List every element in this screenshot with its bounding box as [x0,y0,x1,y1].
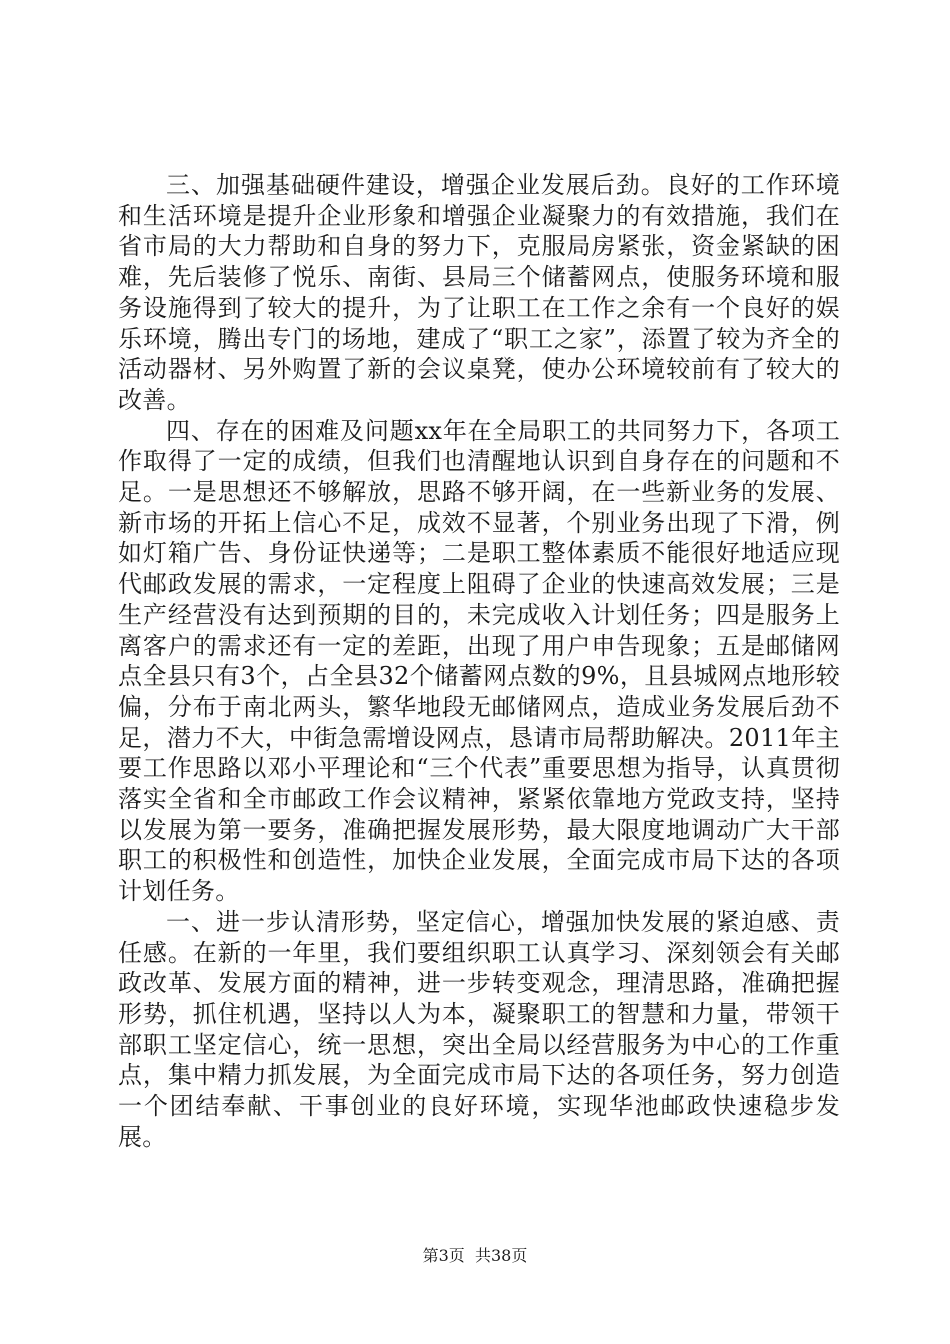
page-number: 第3页 [422,1246,465,1265]
paragraph-problems: 四、存在的困难及问题xx年在全局职工的共同努力下，各项工作取得了一定的成绩，但我们也清醒地认识到自身存在的问题和不足。一是思想还不够解放，思路不够开阔，在一些新业务的发展、新市场的开拓上信心不足，成效不显著，个别业务出现了下滑，例如灯箱广告、身份证快递等；二是职工整体素质不能很好地适应现代邮政发展的需求，一定程度上阻碍了企业的快速高效发展；三是生产经营没有达到预期的目的，未完成收入计划任务；四是服务上离客户的需求还有一定的差距，出现了用户申告现象；五是邮储网点全县只有3个，占全县32个储蓄网点数的9%，且县城网点地形较偏，分布于南北两头，繁华地段无邮储网点，造成业务发展后劲不足，潜力不大，中街急需增设网点，恳请市局帮助解决。2011年主要工作思路以邓小平理论和“三个代表”重要思想为指导，认真贯彻落实全省和全市邮政工作会议精神，紧紧依靠地方党政支持，坚持以发展为第一要务，准确把握发展形势，最大限度地调动广大干部职工的积极性和创造性，加快企业发展，全面完成市局下达的各项计划任务。 [118,416,840,906]
document-body [118,170,840,1153]
page-footer [0,1243,950,1266]
page-total: 共38页 [474,1246,528,1265]
paragraph-infrastructure: 三、加强基础硬件建设，增强企业发展后劲。良好的工作环境和生活环境是提升企业形象和增强企业凝聚力的有效措施，我们在省市局的大力帮助和自身的努力下，克服局房紧张，资金紧缺的困难，先后装修了悦乐、南街、县局三个储蓄网点，使服务环境和服务设施得到了较大的提升，为了让职工在工作之余有一个良好的娱乐环境，腾出专门的场地，建成了“职工之家”，添置了较为齐全的活动器材、另外购置了新的会议桌凳，使办公环境较前有了较大的改善。 [118,171,840,414]
paragraph-situation: 一、进一步认清形势，坚定信心，增强加快发展的紧迫感、责任感。在新的一年里，我们要组织职工认真学习、深刻领会有关邮政改革、发展方面的精神，进一步转变观念，理清思路，准确把握形势，抓住机遇，坚持以人为本，凝聚职工的智慧和力量，带领干部职工坚定信心，统一思想，突出全局以经营服务为中心的工作重点，集中精力抓发展，为全面完成市局下达的各项任务，努力创造一个团结奉献、干事创业的良好环境，实现华池邮政快速稳步发展。 [118,907,840,1151]
